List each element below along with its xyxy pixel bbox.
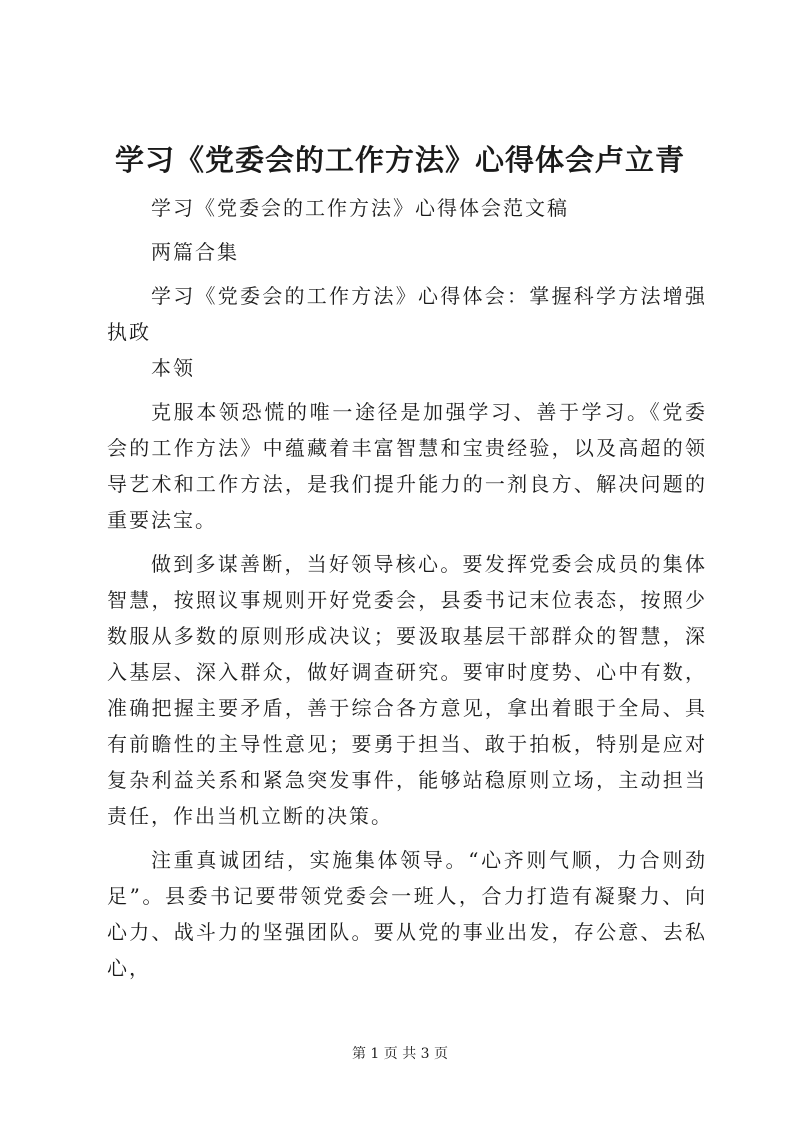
paragraph-body: 做到多谋善断，当好领导核心。要发挥党委会成员的集体智慧，按照议事规则开好党委会，县委书记末位表态，按照少数服从多数的原则形成决议；要汲取基层干部群众的智慧，深入基层、深入群众，做好调查研究。要审时度势、心中有数，准确把握主要矛盾，善于综合各方意见，拿出着眼于全局、具有前瞻性的主导性意见；要勇于担当、敢于拍板，特别是应对复杂利益关系和紧急突发事件，能够站稳原则立场，主动担当责任，作出当机立断的决策。: [107, 552, 707, 828]
paragraph-collection-note: 两篇合集: [151, 240, 239, 264]
paragraph-heading: 学习《党委会的工作方法》心得体会：掌握科学方法增强执政: [107, 284, 707, 344]
paragraph-subtitle: 学习《党委会的工作方法》心得体会范文稿: [151, 196, 569, 220]
page-number-footer: 第 1 页 共 3 页: [351, 1046, 449, 1062]
paragraph-body: 注重真诚团结，实施集体领导。“心齐则气顺，力合则劲足”。县委书记要带领党委会一班人，合力打造有凝聚力、向心力、战斗力的坚强团队。要从党的事业出发，存公意、去私心，: [107, 848, 707, 980]
document-body: [107, 190, 707, 994]
paragraph-heading-continued: 本领: [151, 356, 195, 380]
document-title: 学习《党委会的工作方法》心得体会卢立青: [114, 143, 685, 177]
paragraph-body: 克服本领恐慌的唯一途径是加强学习、善于学习。《党委会的工作方法》中蕴藏着丰富智慧和宝贵经验，以及高超的领导艺术和工作方法，是我们提升能力的一剂良方、解决问题的重要法宝。: [107, 400, 707, 532]
